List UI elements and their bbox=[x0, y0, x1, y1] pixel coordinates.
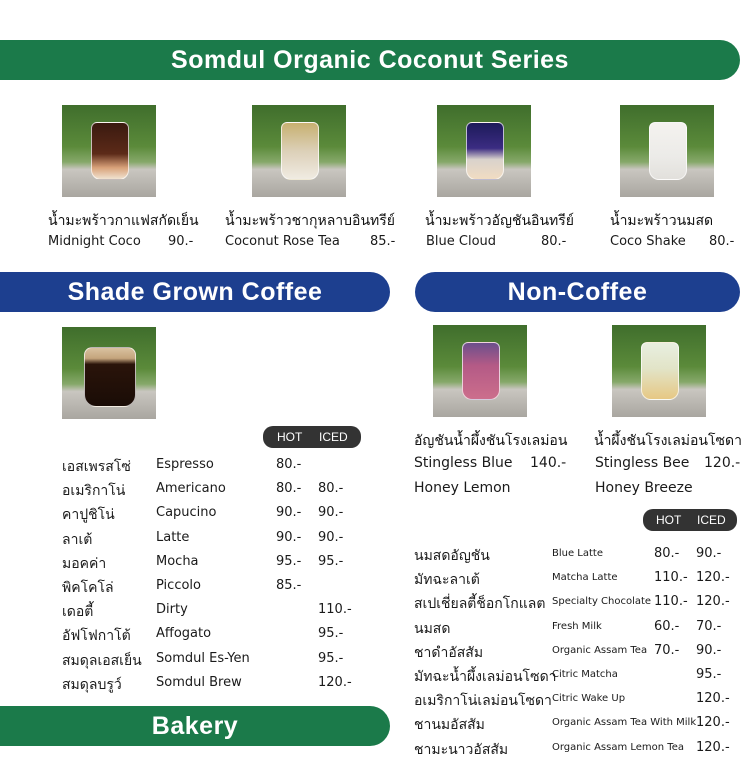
noncoffee-item-iced-price: 120.- bbox=[696, 570, 730, 586]
iced-label: ICED bbox=[697, 513, 726, 527]
hot-label: HOT bbox=[277, 430, 303, 444]
noncoffee-item-iced-price: 95.- bbox=[696, 667, 722, 682]
coconut-item-3-thai: น้ำมะพร้าวอัญชันอินทรีย์ bbox=[425, 213, 574, 229]
coconut-item-4-price: 80.- bbox=[709, 234, 735, 249]
noncoffee-featured-1-name: Stingless Blue bbox=[414, 455, 513, 471]
coconut-item-1-thai: น้ำมะพร้าวกาแฟสกัดเย็น bbox=[48, 213, 199, 229]
noncoffee-item-thai: นมสดอัญชัน bbox=[414, 548, 490, 564]
non-coffee-banner: Non-Coffee bbox=[415, 272, 740, 312]
noncoffee-item-iced-price: 90.- bbox=[696, 546, 722, 561]
noncoffee-featured-1-price: 140.- bbox=[530, 455, 567, 471]
noncoffee-item-iced-price: 70.- bbox=[696, 618, 722, 634]
coffee-item-name: Latte bbox=[156, 529, 190, 545]
noncoffee-item-iced-price: 120.- bbox=[696, 691, 730, 707]
coffee-item-iced-price: 95.- bbox=[318, 626, 344, 642]
espresso-glass-icon bbox=[84, 347, 136, 407]
noncoffee-item-iced-price: 120.- bbox=[696, 594, 730, 610]
noncoffee-menu-row bbox=[414, 545, 744, 569]
coffee-item-hot-price: 90.- bbox=[276, 529, 302, 545]
coconut-item-4-name: Coco Shake bbox=[610, 234, 686, 249]
noncoffee-item-thai: มัทฉะลาเต้ bbox=[414, 572, 480, 589]
coconut-milk-shake-icon bbox=[649, 122, 687, 180]
coffee-item-iced-price: 95.- bbox=[318, 650, 344, 666]
coffee-item-thai: คาปูชิโน่ bbox=[62, 507, 115, 524]
midnight-coco-photo bbox=[62, 105, 156, 197]
noncoffee-item-thai: ชาดำอัสสัม bbox=[414, 644, 484, 661]
coconut-item-4-thai: น้ำมะพร้าวนมสด bbox=[610, 213, 714, 229]
coffee-item-name: Americano bbox=[156, 481, 226, 497]
noncoffee-item-hot-price: 60.- bbox=[654, 618, 680, 634]
noncoffee-item-hot-price: 70.- bbox=[654, 642, 680, 658]
coffee-item-hot-price: 95.- bbox=[276, 553, 302, 569]
noncoffee-item-name: Citric Wake Up bbox=[552, 693, 626, 705]
noncoffee-item-thai: สเปเชี่ยลตี้ช็อกโกแลต bbox=[414, 596, 546, 613]
coffee-item-hot-price: 80.- bbox=[276, 481, 302, 497]
coconut-item-1-name: Midnight Coco bbox=[48, 234, 141, 249]
coffee-menu-row bbox=[62, 601, 362, 625]
noncoffee-item-thai: มัทฉะน้ำผึ้งเลม่อนโซดา bbox=[414, 669, 557, 685]
coffee-item-name: Somdul Brew bbox=[156, 674, 242, 690]
noncoffee-item-thai: อเมริกาโน่เลม่อนโซดา bbox=[414, 693, 552, 710]
coffee-menu-row bbox=[62, 504, 362, 528]
coffee-item-iced-price: 110.- bbox=[318, 602, 352, 618]
noncoffee-item-name: Citric Matcha bbox=[552, 669, 618, 680]
noncoffee-menu-row bbox=[414, 666, 744, 690]
noncoffee-item-thai: ชานมอัสสัม bbox=[414, 717, 485, 734]
shade-grown-coffee-banner: Shade Grown Coffee bbox=[0, 272, 390, 312]
coffee-item-hot-price: 85.- bbox=[276, 578, 302, 593]
coffee-hot-iced-header bbox=[263, 426, 361, 448]
stingless-bee-photo bbox=[612, 325, 706, 417]
coffee-item-thai: สมดุลเอสเย็น bbox=[62, 652, 142, 669]
noncoffee-item-name: Organic Assam Tea bbox=[552, 644, 648, 656]
coconut-item-2-thai: น้ำมะพร้าวชากุหลาบอินทรีย์ bbox=[225, 213, 395, 229]
coffee-item-thai: สมดุลบรูว์ bbox=[62, 676, 122, 693]
coffee-item-iced-price: 95.- bbox=[318, 553, 344, 569]
coffee-item-hot-price: 80.- bbox=[276, 457, 302, 472]
coffee-item-hot-price: 90.- bbox=[276, 505, 302, 521]
stingless-blue-photo bbox=[433, 325, 527, 417]
noncoffee-menu-row bbox=[414, 690, 744, 714]
noncoffee-item-iced-price: 90.- bbox=[696, 642, 722, 658]
coconut-item-2-price: 85.- bbox=[370, 234, 396, 249]
coffee-item-thai: เอสเพรสโซ่ bbox=[62, 459, 131, 475]
rose-tea-coconut-drink-icon bbox=[281, 122, 319, 180]
coffee-item-iced-price: 120.- bbox=[318, 674, 352, 690]
coconut-item-3-price: 80.- bbox=[541, 234, 567, 249]
noncoffee-menu-row bbox=[414, 714, 744, 738]
noncoffee-item-iced-price: 120.- bbox=[696, 715, 730, 731]
coffee-item-name: Espresso bbox=[156, 457, 214, 472]
noncoffee-featured-1-name-line2: Honey Lemon bbox=[414, 480, 511, 496]
coffee-item-name: Affogato bbox=[156, 626, 212, 642]
coffee-item-iced-price: 90.- bbox=[318, 529, 344, 545]
noncoffee-featured-2-name-line2: Honey Breeze bbox=[595, 480, 693, 496]
coffee-menu-row bbox=[62, 650, 362, 674]
noncoffee-item-name: Organic Assam Tea With Milk bbox=[552, 717, 697, 729]
noncoffee-item-hot-price: 110.- bbox=[654, 594, 688, 610]
noncoffee-item-thai: ชามะนาวอัสสัม bbox=[414, 741, 509, 758]
coffee-menu-row bbox=[62, 529, 362, 553]
noncoffee-featured-2-name: Stingless Bee bbox=[595, 455, 690, 471]
noncoffee-menu-row bbox=[414, 739, 744, 763]
coffee-item-thai: ลาเต้ bbox=[62, 531, 93, 548]
noncoffee-item-name: Blue Latte bbox=[552, 548, 604, 559]
noncoffee-menu-row bbox=[414, 593, 744, 617]
coffee-item-name: Somdul Es-Yen bbox=[156, 650, 250, 666]
noncoffee-menu-row bbox=[414, 569, 744, 593]
coffee-menu-row bbox=[62, 577, 362, 601]
coffee-menu-row bbox=[62, 480, 362, 504]
noncoffee-item-thai: นมสด bbox=[414, 620, 451, 637]
blue-honey-lemon-drink-icon bbox=[462, 342, 500, 400]
coffee-menu-row bbox=[62, 674, 362, 698]
espresso-photo bbox=[62, 327, 156, 419]
noncoffee-item-name: Matcha Latte bbox=[552, 572, 618, 584]
noncoffee-item-hot-price: 80.- bbox=[654, 546, 680, 561]
noncoffee-featured-2-thai: น้ำผึ้งชันโรงเลม่อนโซดา bbox=[594, 433, 742, 449]
noncoffee-item-hot-price: 110.- bbox=[654, 570, 688, 586]
coconut-rose-tea-photo bbox=[252, 105, 346, 197]
hot-label: HOT bbox=[656, 513, 682, 527]
coffee-item-thai: อัฟโฟกาโต้ bbox=[62, 628, 131, 645]
coffee-menu-row bbox=[62, 553, 362, 577]
coffee-item-thai: อเมริกาโน่ bbox=[62, 483, 126, 500]
noncoffee-featured-2-price: 120.- bbox=[704, 455, 741, 471]
coconut-item-1-price: 90.- bbox=[168, 234, 194, 249]
bakery-banner: Bakery bbox=[0, 706, 390, 746]
coffee-item-name: Mocha bbox=[156, 553, 199, 569]
blue-cloud-photo bbox=[437, 105, 531, 197]
coffee-item-name: Capucino bbox=[156, 505, 217, 521]
coffee-menu-row bbox=[62, 456, 362, 480]
coffee-item-name: Piccolo bbox=[156, 578, 201, 593]
coconut-item-2-name: Coconut Rose Tea bbox=[225, 234, 340, 249]
coffee-item-iced-price: 90.- bbox=[318, 505, 344, 521]
coffee-item-name: Dirty bbox=[156, 602, 188, 618]
noncoffee-item-name: Specialty Chocolate bbox=[552, 596, 652, 608]
coffee-item-iced-price: 80.- bbox=[318, 481, 344, 497]
iced-coffee-coconut-drink-icon bbox=[91, 122, 129, 180]
noncoffee-hot-iced-header bbox=[643, 509, 737, 531]
butterfly-pea-coconut-drink-icon bbox=[466, 122, 504, 180]
coffee-item-thai: พิคโคโล่ bbox=[62, 580, 114, 596]
coconut-series-banner: Somdul Organic Coconut Series bbox=[0, 40, 740, 80]
noncoffee-menu-row bbox=[414, 642, 744, 666]
coffee-menu-row bbox=[62, 625, 362, 649]
noncoffee-item-name: Fresh Milk bbox=[552, 620, 602, 632]
coco-shake-photo bbox=[620, 105, 714, 197]
honey-lemon-soda-icon bbox=[641, 342, 679, 400]
noncoffee-item-name: Organic Assam Lemon Tea bbox=[552, 741, 684, 753]
noncoffee-item-iced-price: 120.- bbox=[696, 739, 730, 755]
noncoffee-menu-row bbox=[414, 618, 744, 642]
coconut-item-3-name: Blue Cloud bbox=[426, 234, 497, 249]
noncoffee-featured-1-thai: อัญชันน้ำผึ้งชันโรงเลม่อน bbox=[414, 433, 568, 449]
iced-label: ICED bbox=[319, 430, 348, 444]
coffee-item-thai: เดอตี้ bbox=[62, 604, 94, 621]
coffee-item-thai: มอคค่า bbox=[62, 555, 107, 572]
